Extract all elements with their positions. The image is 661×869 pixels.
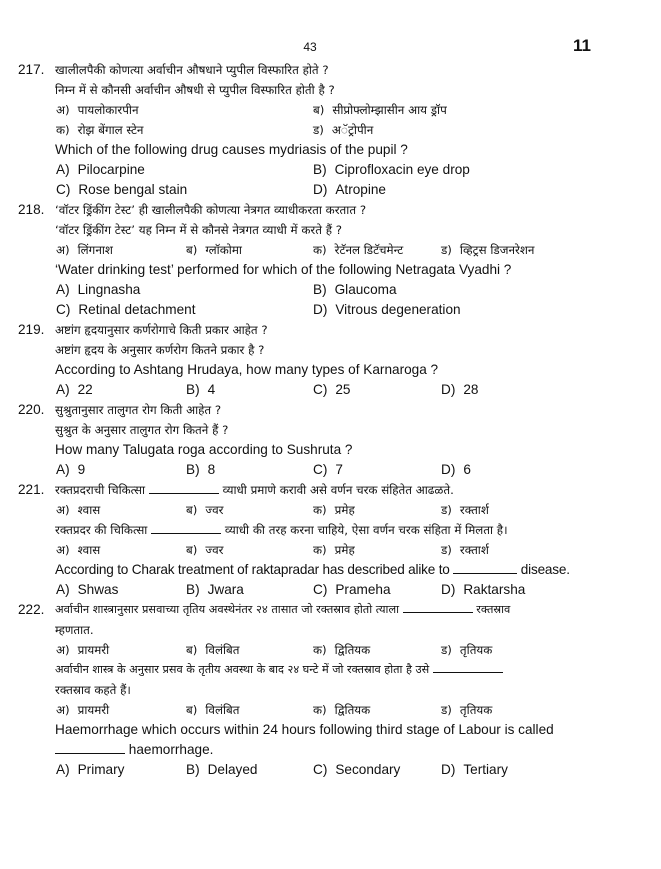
option-en-d[interactable]: D) 6 xyxy=(441,462,471,477)
answer-blank xyxy=(55,741,125,754)
option-marathi-a[interactable]: अ) प्रायमरी xyxy=(56,643,110,657)
question-219 xyxy=(18,320,618,400)
question-text-english-after: disease. xyxy=(520,562,570,577)
option-en-b[interactable]: B) 8 xyxy=(186,462,216,477)
question-text-hindi-before: रक्तप्रदर की चिकित्सा xyxy=(55,523,148,537)
question-217 xyxy=(18,60,618,200)
option-en-a[interactable]: A) Lingnasha xyxy=(56,282,141,297)
option-en-d[interactable]: D) Raktarsha xyxy=(441,582,526,597)
option-en-b[interactable]: B) Glaucoma xyxy=(313,282,397,297)
question-text-marathi-before: रक्तप्रदराची चिकित्सा xyxy=(55,483,146,497)
option-local-b[interactable]: ब) ग्लॉकोमा xyxy=(186,243,242,257)
question-number: 219. xyxy=(18,322,45,337)
question-text-english: Which of the following drug causes mydriasis of the pupil ? xyxy=(55,142,408,157)
option-en-c[interactable]: C) 25 xyxy=(313,382,351,397)
option-en-c[interactable]: C) Retinal detachment xyxy=(56,302,196,317)
question-text-english: ‘Water drinking test’ performed for which of the following Netragata Vyadhi ? xyxy=(55,262,512,277)
option-en-c[interactable]: C) Rose bengal stain xyxy=(56,182,188,197)
option-en-b[interactable]: B) Jwara xyxy=(186,582,244,597)
question-text-marathi-after: व्याधी प्रमाणे करावी असे वर्णन चरक संहितेत आढळते. xyxy=(222,483,454,497)
option-en-d[interactable]: D) Vitrous degeneration xyxy=(313,302,461,317)
option-marathi-c[interactable]: क) द्वितियक xyxy=(313,643,371,657)
answer-blank xyxy=(433,660,503,673)
options-marathi-row xyxy=(18,500,618,520)
option-marathi-d[interactable]: ड) तृतियक xyxy=(441,643,493,657)
option-en-b[interactable]: B) Ciprofloxacin eye drop xyxy=(313,162,470,177)
option-hindi-b[interactable]: ब) ज्वर xyxy=(186,543,224,557)
option-hindi-d[interactable]: ड) रक्तार्श xyxy=(441,543,489,557)
question-text-english-before: According to Charak treatment of raktapradar has described alike to xyxy=(55,562,450,577)
options-en-row xyxy=(18,580,618,600)
option-marathi-d[interactable]: ड) रक्तार्श xyxy=(441,503,489,517)
answer-blank xyxy=(149,481,219,494)
option-hindi-b[interactable]: ब) विलंबित xyxy=(186,703,240,717)
option-local-d[interactable]: ड) अॅट्रोपीन xyxy=(313,123,374,137)
options-hindi-row xyxy=(18,540,618,560)
option-en-c[interactable]: C) 7 xyxy=(313,462,343,477)
page-number: 43 xyxy=(303,40,317,54)
question-text-marathi: खालीलपैकी कोणत्या अर्वाचीन औषधाने प्युपील विस्फारित होते ? xyxy=(55,63,329,77)
question-text-marathi-line2: म्हणतात. xyxy=(55,623,94,637)
option-en-a[interactable]: A) Primary xyxy=(56,762,125,777)
options-local-row xyxy=(18,240,618,260)
option-hindi-a[interactable]: अ) प्रायमरी xyxy=(56,703,110,717)
option-en-d[interactable]: D) 28 xyxy=(441,382,479,397)
question-text-marathi: अष्टांग हृदयानुसार कर्णरोगाचे किती प्रकार आहेत ? xyxy=(55,323,268,337)
question-number: 218. xyxy=(18,202,45,217)
question-222 xyxy=(18,600,618,780)
option-marathi-c[interactable]: क) प्रमेह xyxy=(313,503,355,517)
options-en-row xyxy=(18,460,618,480)
option-marathi-b[interactable]: ब) विलंबित xyxy=(186,643,240,657)
option-en-a[interactable]: A) Shwas xyxy=(56,582,119,597)
options-en-row-2 xyxy=(18,300,618,320)
booklet-code: 11 xyxy=(573,36,591,55)
option-en-c[interactable]: C) Prameha xyxy=(313,582,391,597)
option-local-c[interactable]: क) रोझ बेंगाल स्टेन xyxy=(56,123,144,137)
question-218 xyxy=(18,200,618,320)
answer-blank xyxy=(453,561,517,574)
question-number: 221. xyxy=(18,482,45,497)
options-en-row-1 xyxy=(18,160,618,180)
option-hindi-d[interactable]: ड) तृतियक xyxy=(441,703,493,717)
question-text-marathi-before: अर्वाचीन शास्त्रानुसार प्रसवाच्या तृतिय अवस्थेनंतर २४ तासात जो रक्तस्राव होतो त्याला xyxy=(55,603,400,616)
option-local-c[interactable]: क) रेटॅनल डिटॅचमेन्ट xyxy=(313,243,404,257)
options-hindi-row xyxy=(18,700,618,720)
question-text-english-line1: Haemorrhage which occurs within 24 hours following third stage of Labour is called xyxy=(55,722,554,737)
option-local-d[interactable]: ड) व्हिट्रस डिजनरेशन xyxy=(441,243,535,257)
question-list xyxy=(18,60,618,780)
option-hindi-c[interactable]: क) द्वितियक xyxy=(313,703,371,717)
question-text-english: How many Talugata roga according to Sushruta ? xyxy=(55,442,353,457)
options-local-row-2 xyxy=(18,120,618,140)
option-en-c[interactable]: C) Secondary xyxy=(313,762,401,777)
option-local-a[interactable]: अ) लिंगनाश xyxy=(56,243,113,257)
question-text-hindi: निम्न में से कौनसी अर्वाचीन औषधी से प्युपील विस्फारित होती है ? xyxy=(55,83,335,97)
question-text-hindi: ‘वॉटर ड्रिंकींग टेस्ट’ यह निम्न में से कौनसे नेत्रगत व्याधी में करते हैं ? xyxy=(55,223,342,237)
question-220 xyxy=(18,400,618,480)
question-text-hindi-after: व्याधी की तरह करना चाहिये, ऐसा वर्णन चरक संहिता में मिलता है। xyxy=(224,523,508,537)
option-marathi-a[interactable]: अ) श्वास xyxy=(56,503,101,517)
options-local-row-1 xyxy=(18,100,618,120)
question-text-hindi-before: अर्वाचीन शास्त्र के अनुसार प्रसव के तृतीय अवस्था के बाद २४ घन्टे में जो रक्तस्राव होता है उसे xyxy=(55,663,430,676)
option-en-a[interactable]: A) Pilocarpine xyxy=(56,162,145,177)
options-en-row-1 xyxy=(18,280,618,300)
question-text-hindi: सुश्रुत के अनुसार तालुगत रोग कितने हैं ? xyxy=(55,423,229,437)
question-number: 220. xyxy=(18,402,45,417)
question-text-english-line2: haemorrhage. xyxy=(128,742,214,757)
option-en-d[interactable]: D) Atropine xyxy=(313,182,386,197)
question-text-marathi: ‘वॉटर ड्रिंकींग टेस्ट’ ही खालीलपैकी कोणत्या नेत्रगत व्याधीकरता करतात ? xyxy=(55,203,367,217)
option-local-b[interactable]: ब) सीप्रोफ्लोम्झासीन आय ड्रॉप xyxy=(313,103,447,117)
question-number: 217. xyxy=(18,62,45,77)
option-en-d[interactable]: D) Tertiary xyxy=(441,762,508,777)
option-en-b[interactable]: B) 4 xyxy=(186,382,216,397)
option-hindi-a[interactable]: अ) श्वास xyxy=(56,543,101,557)
options-en-row xyxy=(18,760,618,780)
answer-blank xyxy=(151,521,221,534)
option-marathi-b[interactable]: ब) ज्वर xyxy=(186,503,224,517)
question-text-hindi: अष्टांग हृदय के अनुसार कर्णरोग कितने प्रकार है ? xyxy=(55,343,265,357)
option-local-a[interactable]: अ) पायलोकारपीन xyxy=(56,103,139,117)
question-number: 222. xyxy=(18,602,45,617)
question-221 xyxy=(18,480,618,600)
question-text-marathi-after: रक्तस्राव xyxy=(476,603,511,616)
options-en-row xyxy=(18,380,618,400)
options-en-row-2 xyxy=(18,180,618,200)
answer-blank xyxy=(403,600,473,613)
question-text-marathi: सुश्रुतानुसार तालुगत रोग किती आहेत ? xyxy=(55,403,222,417)
option-en-a[interactable]: A) 9 xyxy=(56,462,86,477)
option-en-a[interactable]: A) 22 xyxy=(56,382,93,397)
question-text-english: According to Ashtang Hrudaya, how many types of Karnaroga ? xyxy=(55,362,439,377)
options-marathi-row xyxy=(18,640,618,660)
option-en-b[interactable]: B) Delayed xyxy=(186,762,258,777)
question-text-hindi-line2: रक्तस्राव कहते हैं। xyxy=(55,683,131,697)
option-hindi-c[interactable]: क) प्रमेह xyxy=(313,543,355,557)
